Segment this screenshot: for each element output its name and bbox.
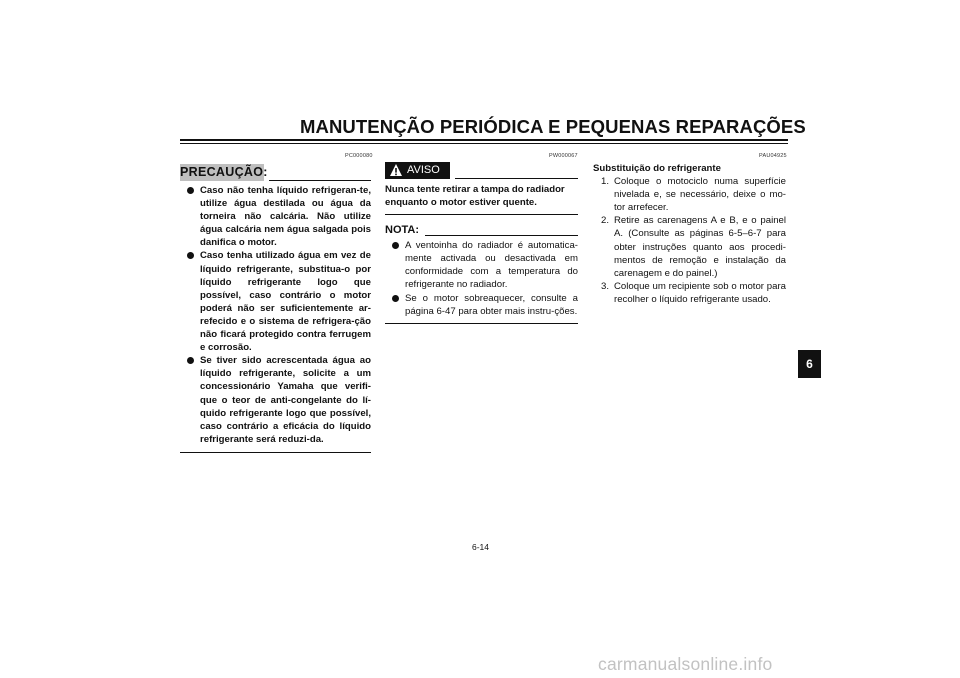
note-end-rule: [385, 323, 578, 324]
caution-rule: [269, 180, 371, 181]
bullet-icon: [187, 252, 194, 259]
caution-header: [180, 160, 371, 180]
caution-list: [180, 184, 371, 446]
bullet-icon: [392, 295, 399, 302]
header-rule-thick: [180, 139, 788, 141]
warning-header: [385, 160, 578, 180]
warning-rule: [455, 178, 578, 179]
bullet-icon: [392, 242, 399, 249]
caution-code: PC000080: [345, 153, 373, 159]
procedure-section: [593, 160, 786, 306]
page-title: MANUTENÇÃO PERIÓDICA E PEQUENAS REPARAÇÕES: [300, 116, 806, 137]
bullet-icon: [187, 357, 194, 364]
chapter-tab: 6: [798, 350, 821, 378]
caution-label: PRECAUÇÃO:: [180, 165, 268, 179]
procedure-step: 2. Retire as carenagens A e B, e o painel A. (Consulte as páginas 6-5–6-7 para obter instruções quanto aos procedi-mentos de remoção e instalação da carenagem e do painel.): [601, 215, 786, 279]
procedure-code: PAU04925: [759, 153, 787, 159]
caution-item: Caso não tenha líquido refrigeran-te, utilize água destilada ou água da torneira não calcária. Não utilize água calcária nem água salgada pois danifica o motor.: [180, 184, 371, 249]
warning-text: Nunca tente retirar a tampa do radiador enquanto o motor estiver quente.: [385, 184, 565, 209]
note-label: NOTA:: [385, 224, 420, 237]
warning-code: PW000067: [549, 153, 578, 159]
note-item: A ventoinha do radiador é automatica-mente activada ou desactivada em conformidade com a temperatura do refrigerante no radiador.: [385, 239, 578, 291]
warning-end-rule: [385, 214, 578, 215]
procedure-step: 1. Coloque o motociclo numa superfície nivelada e, se necessário, deixe o mo-tor arrefecer.: [601, 176, 786, 214]
header-rule-thin: [180, 143, 788, 144]
caution-item: Caso tenha utilizado água em vez de líquido refrigerante, substitua-o por líquido refrigerante logo que possível, caso contrário o motor poderá não ser suficientemente ar-refecido e o sistema de refrigera-ção não ficará protegido contra ferrugem e corrosão.: [180, 249, 371, 354]
note-list: [385, 239, 578, 318]
watermark: carmanualsonline.info: [598, 654, 773, 674]
page-number: 6-14: [472, 542, 490, 552]
warning-triangle-icon: [389, 163, 403, 177]
procedure-step: 3. Coloque um recipiente sob o motor para recolher o líquido refrigerante usado.: [601, 280, 786, 305]
caution-section: [180, 160, 371, 453]
procedure-steps: [593, 175, 786, 306]
warning-label: AVISO: [385, 162, 450, 179]
caution-item: Se tiver sido acrescentada água ao líquido refrigerante, solicite a um concessionário Yamaha que verifi-que o teor de anti-congelante do lí-quido refrigerante logo que possível, caso contrário a eficácia do líquido refrigerante será reduzi-da.: [180, 354, 371, 446]
note-item: Se o motor sobreaquecer, consulte a página 6-47 para obter mais instru-ções.: [385, 292, 578, 318]
warning-section: [385, 160, 578, 324]
note-header: [385, 223, 578, 238]
note-rule: [425, 235, 578, 236]
caution-end-rule: [180, 452, 371, 453]
bullet-icon: [187, 187, 194, 194]
procedure-title: Substituição do refrigerante: [593, 163, 721, 174]
